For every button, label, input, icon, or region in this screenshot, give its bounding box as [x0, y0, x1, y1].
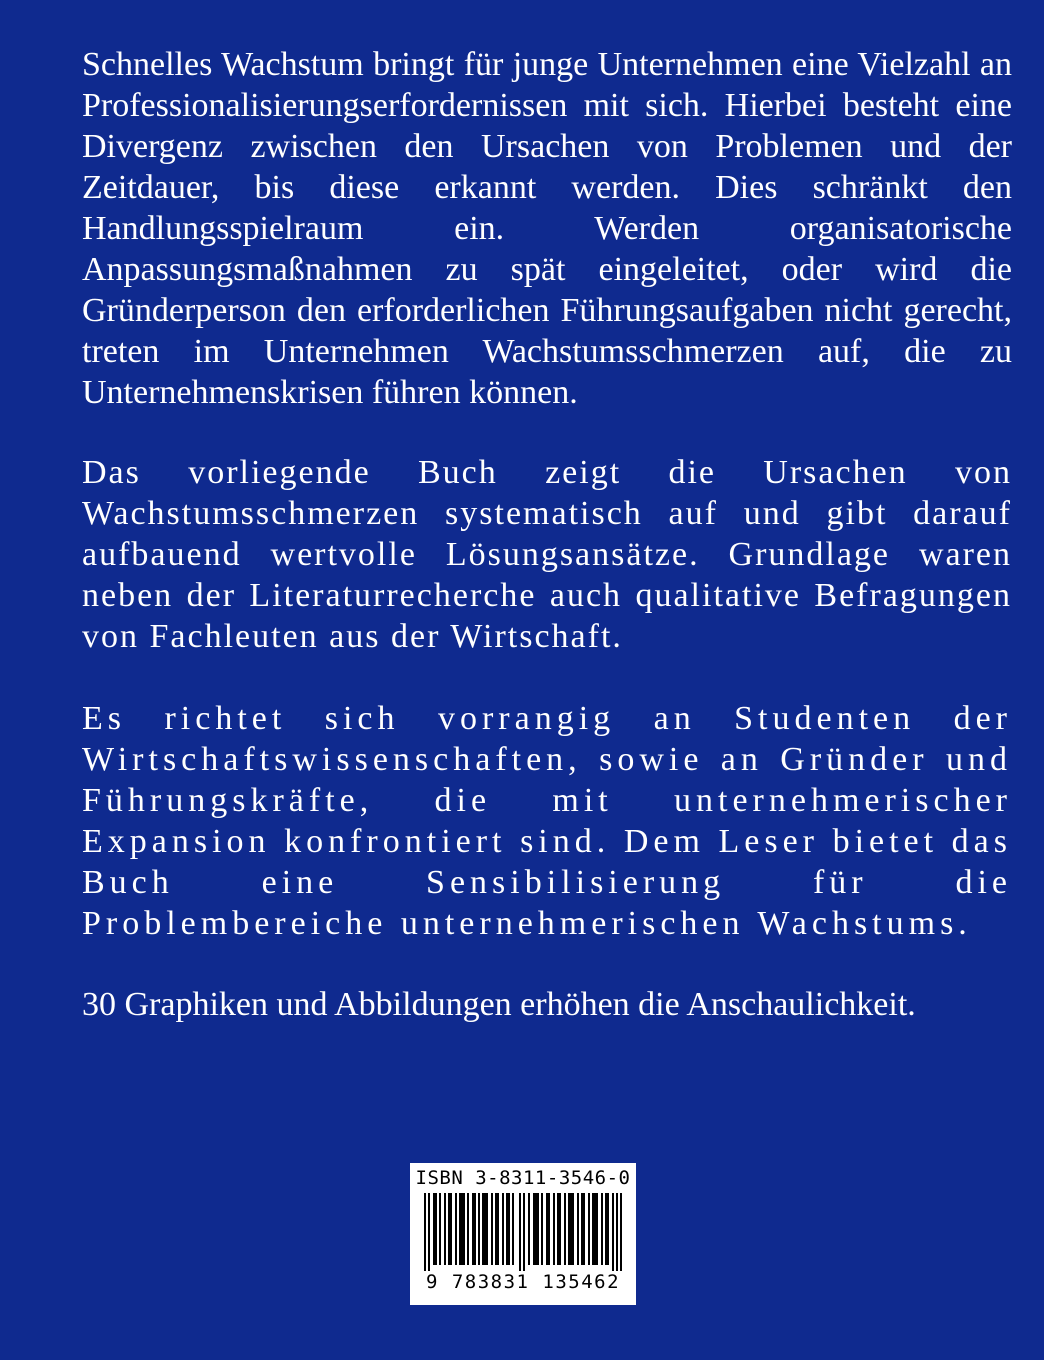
ean-number: 9 783831 135462: [425, 1271, 621, 1293]
isbn-label: ISBN 3-8311-3546-0: [415, 1167, 631, 1189]
blurb-paragraph-2: Das vorliegende Buch zeigt die Ursachen von Wachstumsschmerzen systematisch auf und gibt darauf aufbauend wertvolle Lösungsansätze. Grundlage waren neben der Literaturrecherche auch qualitative Befragungen von Fachleuten aus der Wirtschaft.: [82, 454, 1012, 655]
isbn-barcode: [410, 1163, 636, 1305]
blurb-paragraph-3: Es richtet sich vorrangig an Studenten der Wirtschaftswissenschaften, sowie an Gründer und Führungskräfte, die mit unternehmerischer Expansion konfrontiert sind. Dem Leser bietet das Buch eine Sensibilisierung für die Problembereiche unternehmerischen Wachstums.: [82, 700, 1012, 942]
barcode-bars-icon: [424, 1193, 622, 1271]
blurb-paragraph-4: 30 Graphiken und Abbildungen erhöhen die Anschaulichkeit.: [82, 986, 916, 1023]
blurb-paragraph-1: Schnelles Wachstum bringt für junge Unternehmen eine Vielzahl an Professionalisierungserfordernissen mit sich. Hierbei besteht eine Divergenz zwischen den Ursachen von Problemen und der Zeitdauer, bis diese erkannt werden. Dies schränkt den Handlungsspielraum ein. Werden organisatorische Anpassungsmaßnahmen zu spät eingeleitet, oder wird die Gründerperson den erforderlichen Führungsaufgaben nicht gerecht, treten im Unternehmen Wachstumsschmerzen auf, die zu Unternehmenskrisen führen können.: [82, 46, 1012, 411]
